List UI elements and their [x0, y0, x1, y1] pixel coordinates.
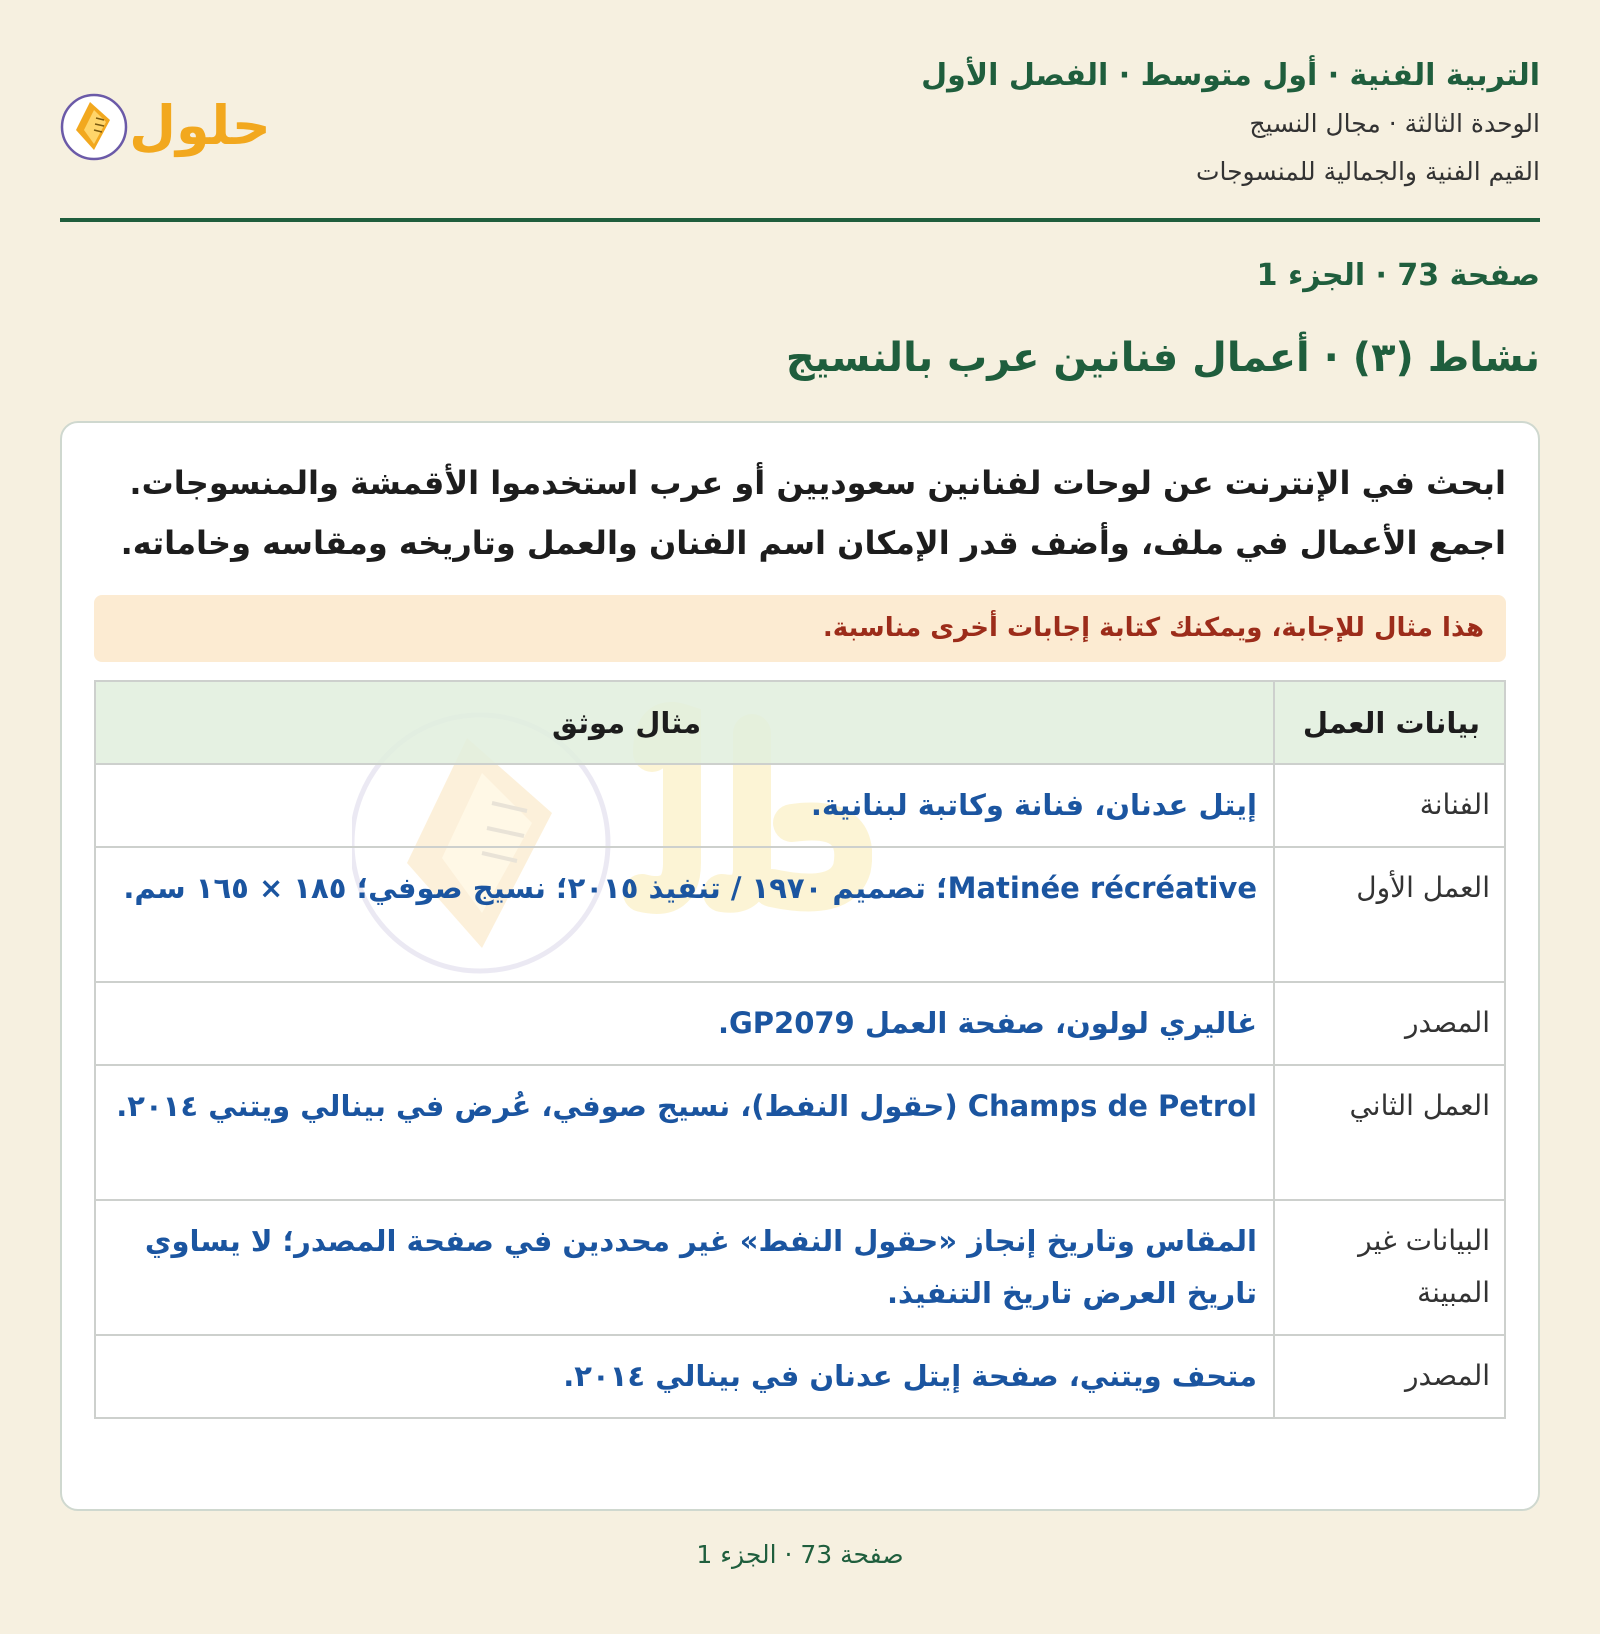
row-label: المصدر: [1274, 1335, 1505, 1418]
table-header-row: [95, 681, 1505, 764]
table-row: [95, 1200, 1505, 1335]
row-label: البيانات غير المبينة: [1274, 1200, 1505, 1335]
logo-wordmark: حلول: [129, 94, 271, 157]
row-label: الفنانة: [1274, 764, 1505, 847]
page-footer: صفحة 73 · الجزء 1: [696, 1540, 904, 1569]
page-label: صفحة 73 · الجزء 1: [1256, 258, 1540, 293]
unit-line: الوحدة الثالثة · مجال النسيج: [1249, 109, 1540, 138]
lesson-line: القيم الفنية والجمالية للمنسوجات: [1195, 157, 1540, 186]
subject-line: التربية الفنية · أول متوسط · الفصل الأول: [921, 58, 1540, 93]
row-value: Matinée récréative؛ تصميم ١٩٧٠ / تنفيذ ٢٠١٥؛ نسيج صوفي؛ ١٨٥ × ١٦٥ سم.: [95, 847, 1274, 982]
activity-card: [60, 421, 1540, 1511]
table-row: [95, 1335, 1505, 1418]
table-row: [95, 764, 1505, 847]
example-note: هذا مثال للإجابة، ويمكنك كتابة إجابات أخرى مناسبة.: [94, 595, 1506, 662]
table-row: [95, 1065, 1505, 1200]
row-value: إيتل عدنان، فنانة وكاتبة لبنانية.: [95, 764, 1274, 847]
activity-title: نشاط (٣) · أعمال فنانين عرب بالنسيج: [785, 335, 1540, 381]
row-label: العمل الأول: [1274, 847, 1505, 982]
row-label: العمل الثاني: [1274, 1065, 1505, 1200]
hulul-logo-icon: [60, 82, 280, 162]
row-value: المقاس وتاريخ إنجاز «حقول النفط» غير محددين في صفحة المصدر؛ لا يساوي تاريخ العرض تاريخ التنفيذ.: [95, 1200, 1274, 1335]
header-cell-work-data: بيانات العمل: [1274, 681, 1505, 764]
header-text-block: [921, 52, 1540, 196]
header-cell-example: مثال موثق: [95, 681, 1274, 764]
row-value: Champs de Petrol (حقول النفط)، نسيج صوفي، عُرض في بينالي ويتني ٢٠١٤.: [95, 1065, 1274, 1200]
activity-prompt: ابحث في الإنترنت عن لوحات لفنانين سعوديين أو عرب استخدموا الأقمشة والمنسوجات. اجمع الأعمال في ملف، وأضف قدر الإمكان اسم الفنان والعمل وتاريخه ومقاسه وخاماته.: [120, 464, 1506, 562]
page-header: [60, 52, 1540, 222]
row-value: متحف ويتني، صفحة إيتل عدنان في بينالي ٢٠١٤.: [95, 1335, 1274, 1418]
row-label: المصدر: [1274, 982, 1505, 1065]
row-value: غاليري لولون، صفحة العمل GP2079.: [95, 982, 1274, 1065]
answer-table: [94, 680, 1506, 1419]
table-row: [95, 982, 1505, 1065]
table-row: [95, 847, 1505, 982]
hulul-logo: [60, 82, 280, 162]
